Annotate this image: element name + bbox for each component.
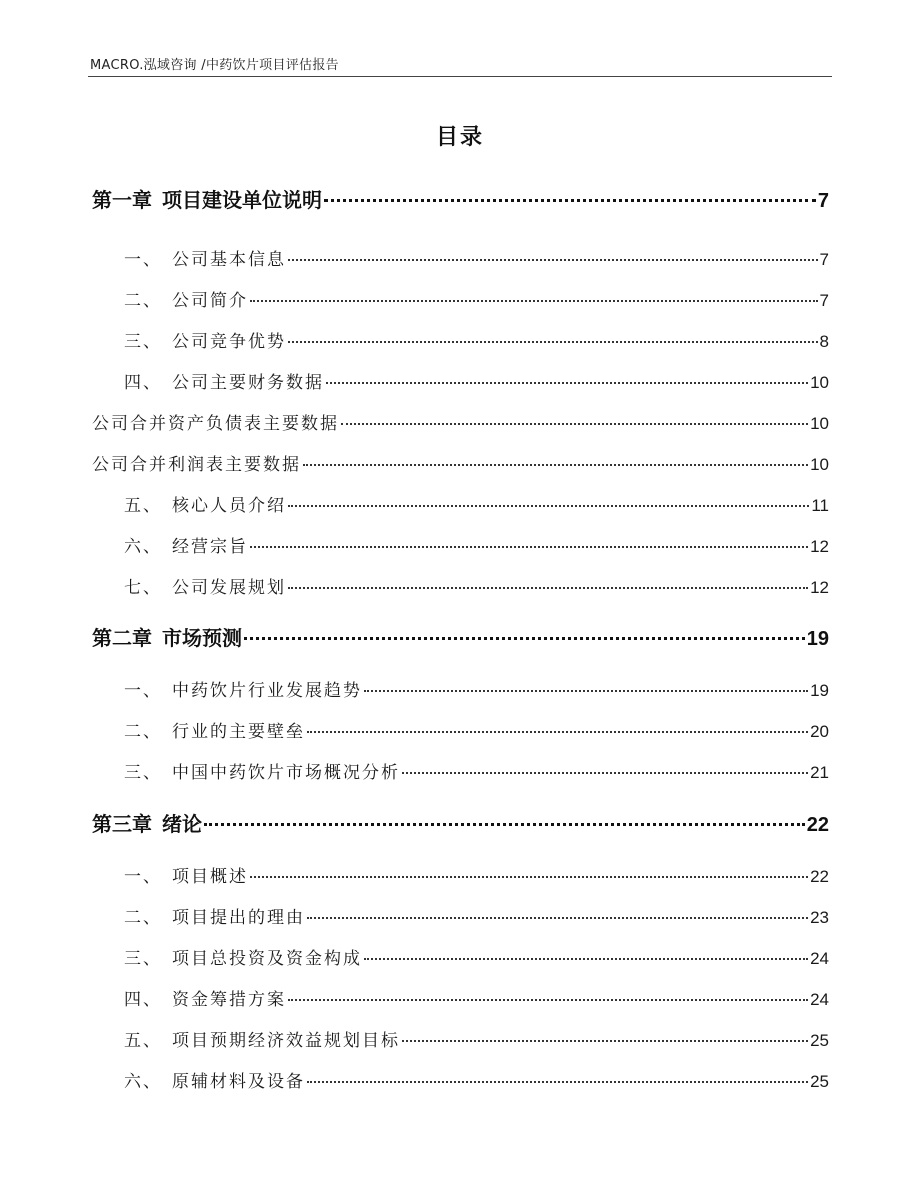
dot-leader [364, 958, 808, 960]
section-title: 项目预期经济效益规划目标 [172, 1031, 400, 1051]
page-number: 22 [806, 814, 829, 836]
section-number: 三、 [124, 763, 162, 783]
chapter-title: 市场预测 [162, 626, 242, 650]
toc-chapter-3[interactable] [92, 808, 829, 837]
section-number: 二、 [124, 722, 162, 742]
toc-chapter-1[interactable] [92, 184, 829, 213]
dot-leader [250, 300, 818, 302]
page-number: 12 [810, 578, 829, 597]
section-number: 四、 [124, 373, 162, 393]
section-number: 一、 [124, 867, 162, 887]
page-number: 7 [819, 250, 829, 269]
section-title: 公司主要财务数据 [172, 373, 324, 393]
dot-leader [324, 199, 816, 202]
section-title: 公司合并利润表主要数据 [92, 455, 301, 475]
page-number: 19 [806, 628, 829, 650]
section-title: 项目提出的理由 [172, 908, 305, 928]
section-title: 公司基本信息 [172, 250, 286, 270]
running-header: MACRO.泓域咨询 /中药饮片项目评估报告 [90, 58, 339, 73]
section-number: 二、 [124, 908, 162, 928]
header-divider [88, 76, 832, 77]
dot-leader [244, 637, 805, 640]
section-title: 资金筹措方案 [172, 990, 286, 1010]
page-number: 11 [811, 496, 829, 515]
toc-entry[interactable] [92, 327, 829, 352]
dot-leader [341, 423, 808, 425]
toc-entry[interactable] [92, 409, 829, 434]
page-number: 19 [810, 681, 829, 700]
dot-leader [307, 917, 808, 919]
page-number: 10 [810, 455, 829, 474]
chapter-title: 项目建设单位说明 [162, 188, 322, 212]
toc-entry[interactable] [92, 532, 829, 557]
section-title: 中药饮片行业发展趋势 [172, 681, 362, 701]
section-number: 五、 [124, 496, 162, 516]
page-number: 7 [817, 190, 829, 212]
dot-leader [307, 1081, 808, 1083]
toc-entry[interactable] [92, 862, 829, 887]
chapter-number: 第三章 [92, 812, 152, 836]
page-number: 24 [810, 990, 829, 1009]
dot-leader [303, 464, 808, 466]
toc-entry[interactable] [92, 491, 829, 516]
section-number: 六、 [124, 537, 162, 557]
toc-entry[interactable] [92, 368, 829, 393]
section-number: 三、 [124, 332, 162, 352]
dot-leader [288, 259, 818, 261]
section-number: 三、 [124, 949, 162, 969]
dot-leader [250, 546, 808, 548]
section-title: 项目总投资及资金构成 [172, 949, 362, 969]
toc-entry[interactable] [92, 245, 829, 270]
section-title: 项目概述 [172, 867, 248, 887]
dot-leader [288, 505, 809, 507]
section-title: 经营宗旨 [172, 537, 248, 557]
chapter-number: 第一章 [92, 188, 152, 212]
dot-leader [307, 731, 808, 733]
section-title: 公司合并资产负债表主要数据 [92, 414, 339, 434]
page-number: 23 [810, 908, 829, 927]
toc-entry[interactable] [92, 1026, 829, 1051]
toc-entry[interactable] [92, 1067, 829, 1092]
page-number: 12 [810, 537, 829, 556]
dot-leader [288, 341, 818, 343]
chapter-number: 第二章 [92, 626, 152, 650]
page-number: 20 [810, 722, 829, 741]
toc-entry[interactable] [92, 676, 829, 701]
section-title: 行业的主要壁垒 [172, 722, 305, 742]
page-number: 8 [819, 332, 829, 351]
toc-entry[interactable] [92, 573, 829, 598]
dot-leader [326, 382, 808, 384]
dot-leader [288, 587, 808, 589]
page-number: 25 [810, 1031, 829, 1050]
dot-leader [402, 1040, 808, 1042]
toc-entry[interactable] [92, 450, 829, 475]
page-number: 25 [810, 1072, 829, 1091]
toc-entry[interactable] [92, 985, 829, 1010]
page-number: 22 [810, 867, 829, 886]
toc-entry[interactable] [92, 944, 829, 969]
section-title: 原辅材料及设备 [172, 1072, 305, 1092]
chapter-title: 绪论 [162, 812, 202, 836]
section-title: 核心人员介绍 [172, 496, 286, 516]
section-number: 一、 [124, 250, 162, 270]
page-number: 10 [810, 414, 829, 433]
section-number: 五、 [124, 1031, 162, 1051]
section-number: 一、 [124, 681, 162, 701]
section-title: 公司发展规划 [172, 578, 286, 598]
toc-entry[interactable] [92, 758, 829, 783]
section-number: 四、 [124, 990, 162, 1010]
section-title: 公司竞争优势 [172, 332, 286, 352]
dot-leader [402, 772, 808, 774]
dot-leader [204, 823, 805, 826]
dot-leader [250, 876, 808, 878]
section-number: 六、 [124, 1072, 162, 1092]
page-number: 21 [810, 763, 829, 782]
toc-entry[interactable] [92, 286, 829, 311]
section-title: 中国中药饮片市场概况分析 [172, 763, 400, 783]
section-number: 二、 [124, 291, 162, 311]
page-number: 10 [810, 373, 829, 392]
page-number: 24 [810, 949, 829, 968]
section-title: 公司简介 [172, 291, 248, 311]
toc-chapter-2[interactable] [92, 622, 829, 651]
toc-title: 目录 [435, 125, 484, 150]
page-number: 7 [819, 291, 829, 310]
toc-entry[interactable] [92, 903, 829, 928]
toc-entry[interactable] [92, 717, 829, 742]
dot-leader [364, 690, 808, 692]
section-number: 七、 [124, 578, 162, 598]
dot-leader [288, 999, 808, 1001]
